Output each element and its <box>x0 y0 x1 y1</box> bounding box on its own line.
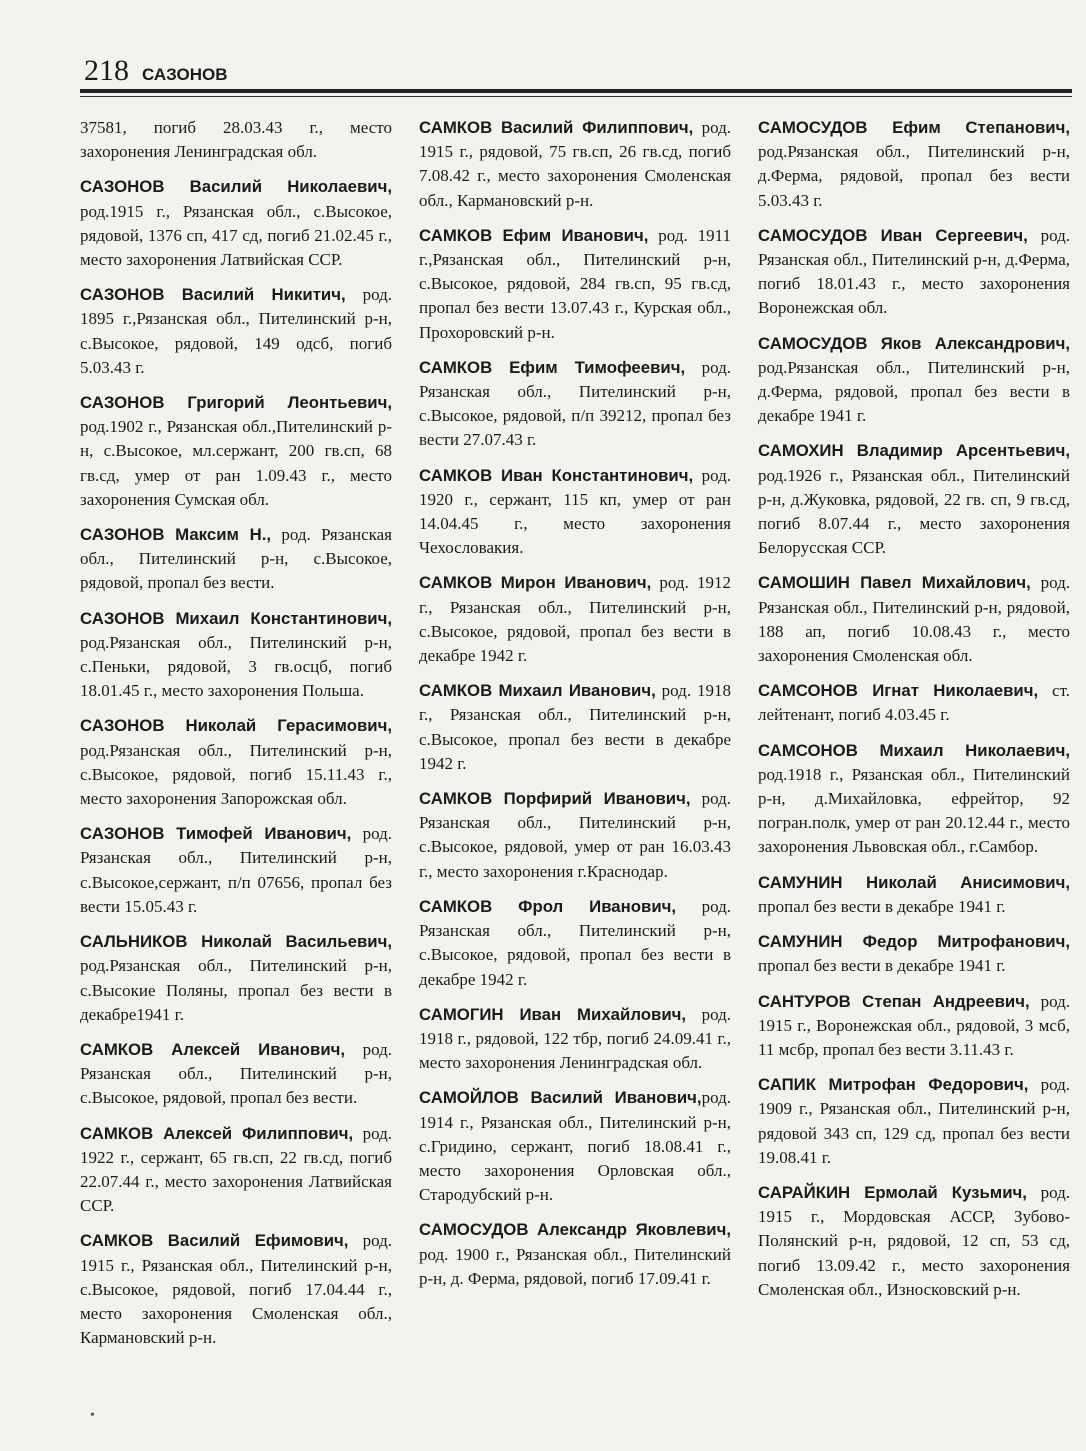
entry-name: САМКОВ Фрол Иванович, <box>419 896 677 916</box>
entry-name: САМКОВ Василий Филиппович, <box>419 118 694 137</box>
entry <box>419 1218 731 1291</box>
entry-text: род. Рязанская обл., Пителинский р-н, с.Высокое, рядовой, пропал без вести. <box>80 1039 392 1108</box>
entry-text: 37581, погиб 28.03.43 г., место захоронения Ленинградская обл. <box>80 118 392 162</box>
entry-name: САМУНИН Николай Анисимович, <box>758 872 1070 892</box>
entry-text: род. 1900 г., Рязанская обл., Пителинский р-н, д. Ферма, рядовой, погиб 17.09.41 г. <box>419 1244 731 1288</box>
entry-name: САЗОНОВ Тимофей Иванович, <box>80 824 352 844</box>
entry <box>80 391 392 512</box>
entry <box>758 1073 1070 1170</box>
entry <box>80 607 392 704</box>
entry-name: САМКОВ Порфирий Иванович, <box>419 789 691 809</box>
entry-text: род. 1915 г., Воронежская обл., рядовой, 3 мсб, 11 мсбр, пропал без вести 3.11.43 г. <box>758 991 1070 1059</box>
header-rule-thick <box>80 89 1072 93</box>
entry <box>80 714 392 811</box>
entry-name: САМОГИН Иван Михайлович, <box>419 1004 687 1024</box>
entry-name: САЗОНОВ Николай Герасимович, <box>80 716 392 736</box>
entry-text: род. Рязанская обл., Пителинский р-н, рядовой, 188 ап, погиб 10.08.43 г., место захоронения Смоленская обл. <box>758 573 1070 666</box>
entry <box>419 571 731 668</box>
text-columns <box>80 116 1070 1356</box>
entry-text: род.Рязанская обл., Пителинский р-н, с.Высокое, рядовой, погиб 15.11.43 г., место захоронения Запорожская обл. <box>80 740 392 809</box>
entry <box>419 679 731 776</box>
entry-name: САМОСУДОВ Иван Сергеевич, <box>758 225 1028 245</box>
entry-name: САМСОНОВ Игнат Николаевич, <box>758 681 1039 701</box>
entry-text: род. 1912 г., Рязанская обл., Пителинский р-н, с.Высокое, рядовой, пропал без вести в декабре 1942 г. <box>419 573 731 666</box>
entry <box>80 1122 392 1219</box>
entry-name: САМКОВ Михаил Иванович, <box>419 681 656 701</box>
entry-name: САМОСУДОВ Александр Яковлевич, <box>419 1220 731 1240</box>
entry-name: САМОСУДОВ Ефим Степанович, <box>758 118 1070 137</box>
entry-text: род. 1915 г., рядовой, 75 гв.сп, 26 гв.сд, погиб 7.08.42 г., место захоронения Смоленская обл., Кармановский р-н. <box>419 118 731 210</box>
entry-name: САРАЙКИН Ермолай Кузьмич, <box>758 1182 1027 1202</box>
entry <box>758 571 1070 668</box>
entry <box>419 116 731 213</box>
entry-name: САЗОНОВ Максим Н., <box>80 525 272 545</box>
entry-text: род. 1911 г.,Рязанская обл., Пителинский р-н, с.Высокое, рядовой, 284 гв.сп, 95 гв.сд, пропал без вести 13.07.43 г., Курская обл., Прохоровский р-н. <box>419 225 731 342</box>
entry <box>419 224 731 345</box>
entry-name: САМКОВ Ефим Тимофеевич, <box>419 357 686 377</box>
entry <box>80 930 392 1027</box>
entry-name: САМОШИН Павел Михайлович, <box>758 573 1031 593</box>
entry-text: род.Рязанская обл., Пителинский р-н, д.Ферма, рядовой, пропал без вести 5.03.43 г. <box>758 142 1070 210</box>
entry-text: род. 1895 г.,Рязанская обл., Пителинский р-н, с.Высокое, рядовой, 149 одсб, погиб 5.03.43 г. <box>80 285 392 377</box>
entry-text: род. 1918 г., рядовой, 122 тбр, погиб 24.09.41 г., место захоронения Ленинградская обл. <box>419 1004 731 1073</box>
running-title: САЗОНОВ <box>142 65 228 84</box>
entry-text: ст. лейтенант, погиб 4.03.45 г. <box>758 681 1070 725</box>
entry <box>80 822 392 919</box>
entry-name: САЛЬНИКОВ Николай Васильевич, <box>80 932 392 952</box>
column-2 <box>419 116 731 1356</box>
entry-name: САЗОНОВ Михаил Константинович, <box>80 608 392 628</box>
entry <box>419 895 731 992</box>
entry-text: род. Рязанская обл., Пителинский р-н, с.Высокое,сержант, п/п 07656, пропал без вести 15.05.43 г. <box>80 824 392 916</box>
entry-name: САМОХИН Владимир Арсентьевич, <box>758 441 1070 461</box>
entry-name: САЗОНОВ Василий Никитич, <box>80 285 346 305</box>
entry <box>419 787 731 884</box>
entry-name: САМКОВ Алексей Иванович, <box>80 1039 346 1059</box>
entry <box>80 1229 392 1350</box>
entry-text: род. 1915 г., Мордовская АССР, Зубово-Полянский р-н, рядовой, 12 сп, 53 сд, погиб 13.09.42 г., место захоронения Смоленская обл., Износковский р-н. <box>758 1182 1070 1299</box>
entry-name: САМКОВ Ефим Иванович, <box>419 225 649 245</box>
entry-text: пропал без вести в декабре 1941 г. <box>758 956 1006 976</box>
entry-text: род.1915 г., Рязанская обл., с.Высокое, рядовой, 1376 сп, 417 сд, погиб 21.02.45 г., место захоронения Латвийская ССР. <box>80 201 392 270</box>
entry-name: САМСОНОВ Михаил Николаевич, <box>758 740 1070 760</box>
entry <box>758 116 1070 213</box>
entry-text: род. Рязанская обл., Пителинский р-н, с.Высокое, рядовой, умер от ран 16.03.43 г., место захоронения г.Краснодар. <box>419 789 731 881</box>
page-mark: • <box>90 1408 95 1423</box>
entry-text: род. Рязанская обл., Пителинский р-н, с.Высокое, рядовой, пропал без вести. <box>80 525 393 593</box>
entry-name: САПИК Митрофан Федорович, <box>758 1075 1029 1095</box>
column-3 <box>758 116 1070 1356</box>
entry-name: САМКОВ Алексей Филиппович, <box>80 1123 354 1143</box>
entry-name: САМКОВ Мирон Иванович, <box>419 573 652 593</box>
entry-text: род.1918 г., Рязанская обл., Пителинский р-н, д.Михайловка, ефрейтор, 92 погран.полк, умер от ран 20.12.44 г., место захоронения Львовская обл., г.Самбор. <box>758 764 1070 857</box>
entry-text: род. 1918 г., Рязанская обл., Пителинский р-н, с.Высокое, пропал без вести в декабре 1942 г. <box>419 681 731 773</box>
page-header <box>80 52 1070 86</box>
entry-name: САМОЙЛОВ Василий Иванович, <box>419 1088 702 1108</box>
entry <box>419 1086 731 1207</box>
entry-text: пропал без вести в декабре 1941 г. <box>758 896 1006 916</box>
entry <box>758 224 1070 321</box>
entry-text: род.Рязанская обл., Пителинский р-н, с.Высокие Поляны, пропал без вести в декабре1941 г. <box>80 956 392 1024</box>
entry-text: род. Рязанская обл., Пителинский р-н, с.Высокое, рядовой, п/п 39212, пропал без вести 27.07.43 г. <box>419 357 731 450</box>
entry-text: род. 1915 г., Рязанская обл., Пителинский р-н, с.Высокое, рядовой, погиб 17.04.44 г., место захоронения Смоленская обл., Кармановский р-н. <box>80 1231 392 1348</box>
entry-text: род.Рязанская обл., Пителинский р-н, д.Ферма, рядовой, пропал без вести в декабре 1941 г. <box>758 357 1070 426</box>
entry-name: САЗОНОВ Василий Николаевич, <box>80 177 392 197</box>
entry-name: САМКОВ Василий Ефимович, <box>80 1231 349 1251</box>
entry <box>80 283 392 380</box>
entry-text: род.Рязанская обл., Пителинский р-н, с.Пеньки, рядовой, 3 гв.осцб, погиб 18.01.45 г., место захоронения Польша. <box>80 632 392 701</box>
entry-text: род. 1909 г., Рязанская обл., Пителинский р-н, рядовой 343 сп, 129 сд, пропал без вести 19.08.41 г. <box>758 1075 1070 1167</box>
entry-text: род. Рязанская обл., Пителинский р-н, с.Высокое, рядовой, пропал без вести в декабре 1942 г. <box>419 896 731 989</box>
entry <box>419 1003 731 1076</box>
header-rule-thin <box>80 96 1072 97</box>
entry-text: род. 1920 г., сержант, 115 кп, умер от ран 14.04.45 г., место захоронения Чехословакия. <box>419 465 731 558</box>
entry <box>80 175 392 272</box>
entry <box>758 679 1070 727</box>
page-number: 218 <box>84 54 129 87</box>
entry <box>419 356 731 453</box>
entry-name: САМОСУДОВ Яков Александрович, <box>758 333 1070 353</box>
entry-name: САЗОНОВ Григорий Леонтьевич, <box>80 393 392 413</box>
entry <box>758 1181 1070 1302</box>
entry-name: САНТУРОВ Степан Андреевич, <box>758 991 1030 1011</box>
column-1 <box>80 116 392 1356</box>
entry <box>758 990 1070 1063</box>
entry-text: род. Рязанская обл., Пителинский р-н, д.Ферма, погиб 18.01.43 г., место захоронения Воронежская обл. <box>758 225 1070 318</box>
entry-text: род.1902 г., Рязанская обл.,Пителинский р-н, с.Высокое, мл.сержант, 200 гв.сп, 68 гв.сд, умер от ран 1.09.43 г., место захоронения Сумская обл. <box>80 417 392 509</box>
entry <box>80 523 392 596</box>
entry <box>758 439 1070 560</box>
entry-text: род. 1922 г., сержант, 65 гв.сп, 22 гв.сд, погиб 22.07.44 г., место захоронения Латвийская ССР. <box>80 1123 392 1216</box>
entry <box>80 1038 392 1111</box>
entry-name: САМКОВ Иван Константинович, <box>419 465 694 485</box>
entry <box>80 116 392 164</box>
entry <box>758 930 1070 978</box>
entry <box>758 871 1070 919</box>
entry-name: САМУНИН Федор Митрофанович, <box>758 932 1070 952</box>
entry-text: род.1926 г., Рязанская обл., Пителинский р-н, д.Жуковка, рядовой, 22 гв. сп, 9 гв.сд, погиб 8.07.44 г., место захоронения Белорусская ССР. <box>758 465 1070 558</box>
entry-text: род. 1914 г., Рязанская обл., Пителинский р-н, с.Гридино, сержант, погиб 18.08.41 г., место захоронения Орловская обл., Стародубский р-н. <box>419 1088 731 1205</box>
entry <box>758 739 1070 860</box>
entry <box>419 464 731 561</box>
entry <box>758 332 1070 429</box>
